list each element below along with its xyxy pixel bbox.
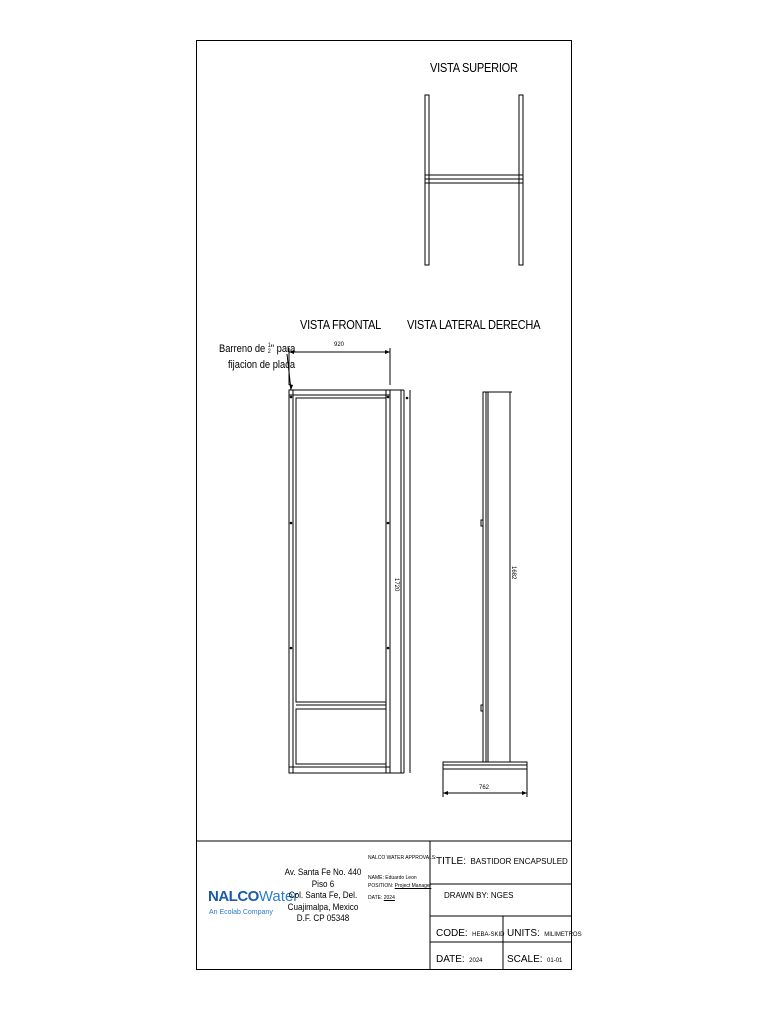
drawn-by-field: DRAWN BY: NGES bbox=[444, 891, 514, 900]
logo-subtitle: An Ecolab Company bbox=[209, 909, 273, 916]
nalco-logo: NALCOWater bbox=[208, 888, 299, 905]
code-field: CODE: HEBA-SKID bbox=[436, 928, 505, 939]
front-view-lower-panel bbox=[296, 709, 386, 764]
front-width-dim: 920 bbox=[334, 342, 345, 348]
top-view-left-post bbox=[425, 95, 429, 265]
top-view-right-post bbox=[519, 95, 523, 265]
units-field: UNITS: MILIMETROS bbox=[507, 928, 582, 939]
front-view-title: VISTA FRONTAL bbox=[300, 317, 382, 332]
front-view-panel bbox=[296, 398, 386, 702]
side-view-title: VISTA LATERAL DERECHA bbox=[407, 317, 541, 332]
front-view-frame bbox=[289, 390, 390, 773]
side-depth-dim: 762 bbox=[479, 785, 490, 791]
front-height-dim: 1720 bbox=[393, 578, 399, 592]
approval-date: DATE: 2024 bbox=[368, 895, 395, 901]
date-field: DATE: 2024 bbox=[436, 954, 483, 965]
side-height-dim: 1682 bbox=[510, 566, 516, 580]
scale-field: SCALE: 01-01 bbox=[507, 954, 563, 965]
title-field: TITLE: BASTIDOR ENCAPSULED bbox=[436, 856, 568, 867]
top-view bbox=[425, 95, 523, 265]
hole-annotation-line1: Barreno de 1 2" para bbox=[219, 342, 296, 355]
approval-name: NAME: Eduardo Leon bbox=[368, 875, 417, 881]
address-block: Av. Santa Fe No. 440 Piso 6 Col. Santa Fe, Del. Cuajimalpa, Mexico D.F. CP 05348 bbox=[284, 867, 362, 923]
approvals-label: NALCO WATER APPROVALS: bbox=[368, 855, 437, 861]
side-view bbox=[443, 392, 527, 797]
approval-position: POSITION: Project Manager bbox=[368, 883, 432, 889]
hole-annotation-line2: fijacion de placa bbox=[228, 359, 296, 371]
top-view-title: VISTA SUPERIOR bbox=[430, 60, 518, 75]
front-view bbox=[287, 348, 410, 773]
